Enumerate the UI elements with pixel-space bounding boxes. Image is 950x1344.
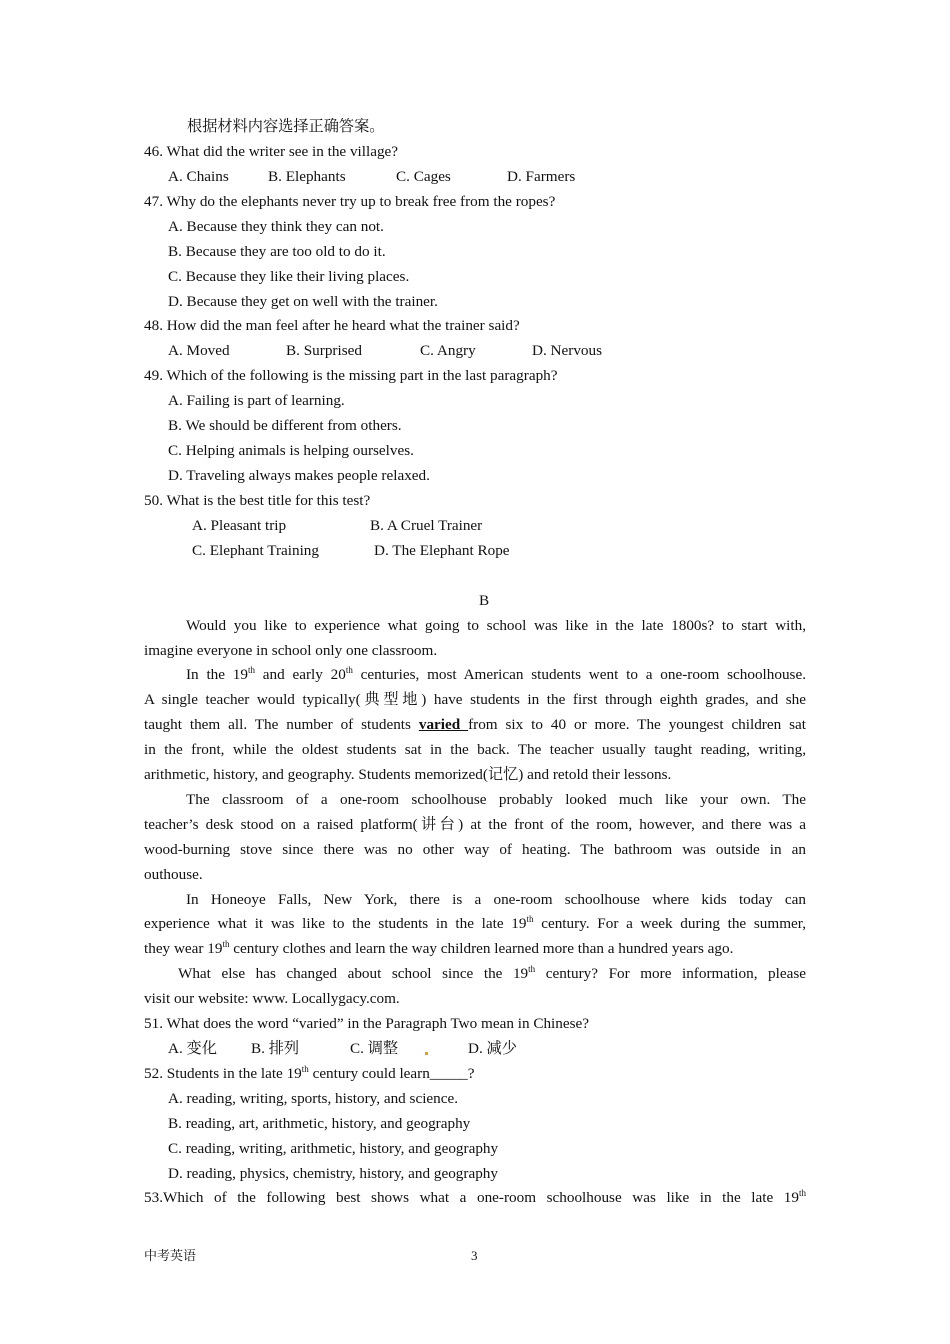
question-52: 52. Students in the late 19th century could learn_____? — [144, 1064, 475, 1082]
option: D. Nervous — [532, 342, 603, 359]
option: C. Elephant Training — [192, 542, 319, 559]
passage-paragraph-2-line: arithmetic, history, and geography. Students memorized(记忆) and retold their lessons. — [144, 766, 672, 783]
option: C. Angry — [420, 342, 476, 359]
passage-paragraph-4-line: they wear 19th century clothes and learn the way children learned more than a hundred years ago. — [144, 939, 734, 957]
option: B. Elephants — [268, 168, 346, 185]
option: A. Failing is part of learning. — [168, 392, 345, 409]
option: D. reading, physics, chemistry, history, and geography — [168, 1165, 498, 1182]
page-number: 3 — [471, 1248, 478, 1263]
passage-paragraph-5-line: What else has changed about school since the 19th century? For more information, please — [178, 964, 806, 982]
option: B. 排列 — [251, 1040, 300, 1057]
passage-paragraph-2-line: taught them all. The number of students varied from six to 40 or more. The youngest children sat — [144, 716, 806, 733]
question-51: 51. What does the word “varied” in the Paragraph Two mean in Chinese? — [144, 1015, 590, 1032]
stray-mark — [425, 1052, 428, 1055]
option: B. Because they are too old to do it. — [168, 243, 386, 260]
option: C. Helping animals is helping ourselves. — [168, 442, 414, 459]
passage-paragraph-3-line: The classroom of a one-room schoolhouse probably looked much like your own. The — [186, 791, 806, 808]
underlined-word: varied — [418, 716, 469, 733]
option: D. 减少 — [468, 1040, 517, 1057]
option: B. reading, art, arithmetic, history, and geography — [168, 1115, 471, 1132]
question-48: 48. How did the man feel after he heard what the trainer said? — [144, 317, 520, 334]
passage-paragraph-3-line: teacher’s desk stood on a raised platform(讲台) at the front of the room, however, and there was a — [144, 816, 806, 833]
instruction: 根据材料内容选择正确答案。 — [187, 118, 385, 135]
option: B. A Cruel Trainer — [370, 517, 483, 534]
option: A. Because they think they can not. — [168, 218, 384, 235]
option: D. The Elephant Rope — [374, 542, 510, 559]
passage-paragraph-2-line: In the 19th and early 20th centuries, most American students went to a one-room schoolhouse. — [186, 665, 806, 683]
option: C. 调整 — [350, 1040, 399, 1057]
option: C. reading, writing, arithmetic, history, and geography — [168, 1140, 499, 1157]
option: A. Moved — [168, 342, 230, 359]
passage-paragraph-1-line: imagine everyone in school only one classroom. — [144, 642, 438, 659]
passage-paragraph-3-line: outhouse. — [144, 866, 203, 883]
section-heading: B — [479, 592, 490, 609]
passage-paragraph-4-line: In Honeoye Falls, New York, there is a one-room schoolhouse where kids today can — [186, 891, 806, 908]
option: B. We should be different from others. — [168, 417, 402, 434]
option: D. Because they get on well with the trainer. — [168, 293, 438, 310]
passage-paragraph-1-line: Would you like to experience what going to school was like in the late 1800s? to start with, — [186, 617, 806, 634]
option: D. Traveling always makes people relaxed. — [168, 467, 430, 484]
passage-paragraph-3-line: wood-burning stove since there was no other way of heating. The bathroom was outside in an — [144, 841, 806, 858]
passage-paragraph-4-line: experience what it was like to the students in the late 19th century. For a week during the summer, — [144, 914, 807, 932]
option: C. Cages — [396, 168, 451, 185]
passage-paragraph-5-line: visit our website: www. Locallygacy.com. — [144, 990, 400, 1007]
question-47: 47. Why do the elephants never try up to break free from the ropes? — [144, 193, 556, 210]
option: A. Chains — [168, 168, 229, 185]
option: D. Farmers — [507, 168, 576, 185]
option: C. Because they like their living places. — [168, 268, 410, 285]
question-49: 49. Which of the following is the missing part in the last paragraph? — [144, 367, 558, 384]
passage-paragraph-2-line: in the front, while the oldest students sat in the back. The teacher usually taught reading, writing, — [144, 741, 806, 758]
question-50: 50. What is the best title for this test? — [144, 492, 371, 509]
question-46: 46. What did the writer see in the village? — [144, 143, 399, 160]
option: A. Pleasant trip — [192, 517, 287, 534]
option: B. Surprised — [286, 342, 362, 359]
option: A. reading, writing, sports, history, and science. — [168, 1090, 459, 1107]
passage-paragraph-2-line: A single teacher would typically(典型地) have students in the first through eighth grades, and she — [144, 691, 806, 708]
option: A. 变化 — [168, 1040, 217, 1057]
footer-label: 中考英语 — [144, 1248, 197, 1263]
question-53: 53.Which of the following best shows what a one-room schoolhouse was like in the late 19th — [144, 1188, 806, 1206]
